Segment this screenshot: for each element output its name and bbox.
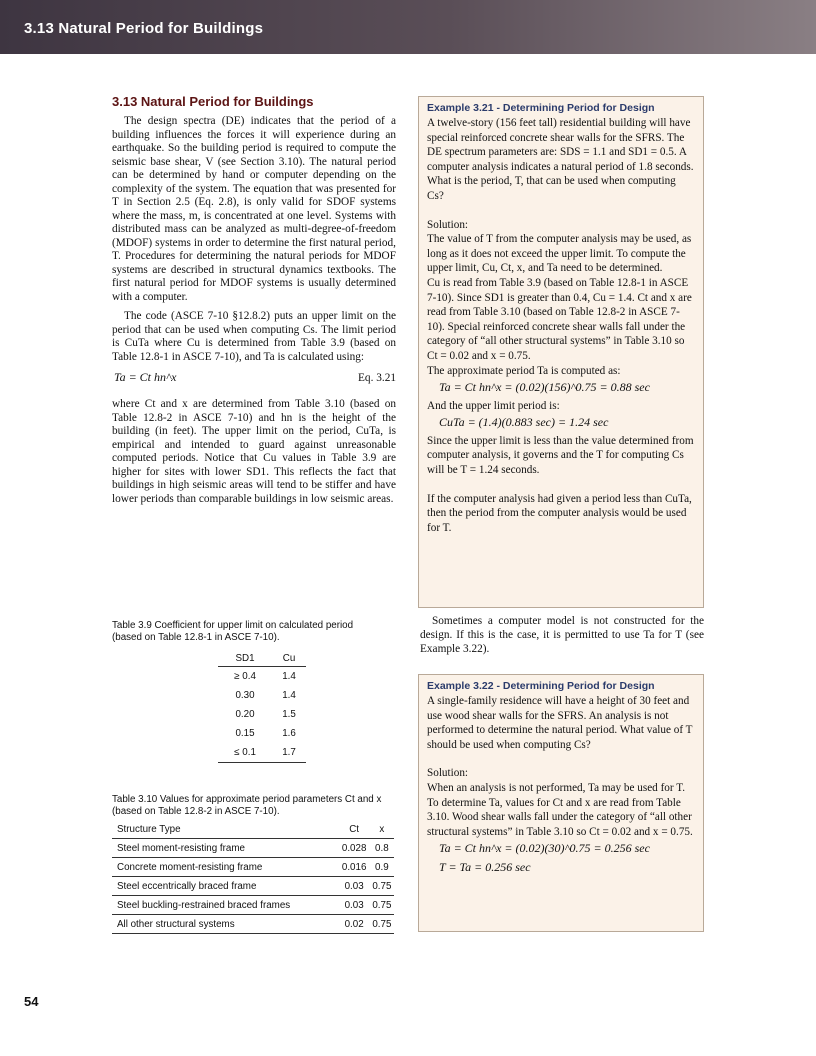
solution-label: Solution: [427, 218, 469, 231]
example-problem: A twelve-story (156 feet tall) residential building will have special reinforced concrete shear walls for the SFRS. The DE spectrum parameters are: SDS = 1.1 and SD1 = 0.5. A computer analysis indicates a natural period of 1.8 seconds. [427, 117, 694, 173]
equation-text: Ta = Ct hn^x [114, 370, 177, 384]
solution-equation: CuTa = (1.4)(0.883 sec) = 1.24 sec [439, 415, 609, 430]
table-cell: Steel moment-resisting frame [112, 839, 339, 858]
table-3-10 [112, 820, 394, 934]
table-cell: 0.20 [235, 709, 255, 720]
example-3-21-box [418, 96, 704, 608]
solution-step: When an analysis is not performed, Ta may be used for T. To determine Ta, values for Ct and x are read from Table 3.10. Wood shear walls fall under the category of “all other structural systems” in Table 3.10 so Ct = 0.02 and x = 0.75. [427, 781, 693, 838]
table-cell: All other structural systems [112, 915, 339, 934]
solution-note: If the computer analysis had given a period less than CuTa, then the period from the computer analysis would be used for T. [427, 492, 692, 534]
example-problem: A single-family residence will have a height of 30 feet and use wood shear walls for the SFRS. An analysis is not performed to determine the natural period. What value of T should be used when computing Cs? [427, 695, 693, 751]
header-title: 3.13 Natural Period for Buildings [24, 20, 264, 37]
table-cell: Steel buckling-restrained braced frames [112, 896, 339, 915]
solution-step: And the upper limit period is: [427, 399, 560, 412]
paragraph-2: The code (ASCE 7-10 §12.8.2) puts an upper limit on the period that can be used when computing Cs. The limit period is CuTa where Cu is determined from Table 3.9 (based on Table 12.8-1 in ASCE 7-10), and Ta is calculated using: [112, 310, 396, 363]
solution-equation: T = Ta = 0.256 sec [439, 859, 531, 874]
table-cell: 0.028 [339, 839, 370, 858]
table-cell: 1.5 [282, 709, 296, 720]
table-row [218, 743, 306, 763]
table-row [218, 667, 306, 687]
table-row [112, 896, 394, 915]
table-cell: 0.03 [339, 896, 370, 915]
solution-step: Cu is read from Table 3.9 (based on Table 12.8-1 in ASCE 7-10). Since SD1 is greater than 0.4, Cu = 1.4. Ct and x are read from Table 3.10 (based on Table 12.8-2 in ASCE 7-10). Special reinforced concrete shear walls fall under the category of “all other structural systems” in Table 3.10 so Ct = 0.02 and x = 0.75. [427, 276, 692, 362]
table-3-10-caption: Table 3.10 Values for approximate period parameters Ct and x (based on Table 12.8-2 in ASCE 7-10). [112, 794, 382, 817]
page-header [0, 0, 816, 54]
table-3-9-caption: Table 3.9 Coefficient for upper limit on calculated period (based on Table 12.8-1 in ASCE 7-10). [112, 620, 354, 643]
table-row [218, 724, 306, 743]
table-3-9 [218, 650, 306, 763]
table-cell: 1.6 [282, 728, 296, 739]
table-cell: Concrete moment-resisting frame [112, 858, 339, 877]
table-header: x [370, 820, 394, 839]
solution-label: Solution: [427, 767, 469, 780]
solution-step: The value of T from the computer analysis may be used, as long as it does not exceed the upper limit. To compute the upper limit, Cu, Ct, x, and Ta need to be determined. [427, 233, 692, 275]
example-title: Example 3.21 - Determining Period for Design [427, 102, 655, 114]
table-cell: 1.7 [272, 743, 306, 763]
table-row [112, 858, 394, 877]
table-cell: 1.4 [282, 690, 296, 701]
table-row [218, 686, 306, 705]
table-cell: 0.9 [370, 858, 394, 877]
table-row [112, 915, 394, 934]
table-cell: Steel eccentrically braced frame [112, 877, 339, 896]
right-paragraph: Sometimes a computer model is not constructed for the design. If this is the case, it is permitted to use Ta for T (see Example 3.22). [420, 615, 704, 655]
table-cell: 0.03 [339, 877, 370, 896]
example-question: What is the period, T, that can be used when computing Cs? [427, 175, 676, 202]
table-header: SD1 [218, 650, 272, 667]
table-row [112, 877, 394, 896]
page-number: 54 [24, 994, 39, 1009]
table-cell: 0.75 [370, 877, 394, 896]
paragraph-3: where Ct and x are determined from Table 3.10 (based on Table 12.8-2 in ASCE 7-10) and hn is the height of the building (in feet). The upper limit on the period, CuTa, is empirical and intended to guard against unreasonable computed periods. Notice that Cu values in Table 3.9 are higher for sites with lower SD1. This reflects the fact that buildings in high seismic areas will tend to be stiffer and have lower periods than comparable buildings in low seismic areas. [112, 398, 396, 505]
table-cell: 0.016 [339, 858, 370, 877]
solution-step: The approximate period Ta is computed as: [427, 364, 621, 377]
table-header: Ct [339, 820, 370, 839]
table-cell: ≤ 0.1 [218, 743, 272, 763]
solution-equation: Ta = Ct hn^x = (0.02)(156)^0.75 = 0.88 sec [439, 380, 650, 395]
table-cell: ≥ 0.4 [234, 671, 256, 682]
table-cell: 0.8 [370, 839, 394, 858]
table-cell: 1.4 [282, 671, 296, 682]
table-cell: 0.75 [370, 915, 394, 934]
example-3-22-box [418, 674, 704, 932]
table-cell: 0.02 [339, 915, 370, 934]
equation-3-21 [112, 370, 396, 390]
table-cell: 0.30 [235, 690, 255, 701]
section-title: 3.13 Natural Period for Buildings [112, 94, 314, 109]
table-header: Structure Type [112, 820, 339, 839]
solution-equation: Ta = Ct hn^x = (0.02)(30)^0.75 = 0.256 sec [439, 841, 650, 856]
table-row [218, 705, 306, 724]
table-cell: 0.75 [370, 896, 394, 915]
solution-step: Since the upper limit is less than the value determined from computer analysis, it governs and the T for computing Cs will be T = 1.24 seconds. [427, 434, 694, 477]
table-row [112, 839, 394, 858]
table-cell: 0.15 [235, 728, 255, 739]
table-header: Cu [272, 650, 306, 667]
main-column [112, 94, 396, 512]
equation-number: Eq. 3.21 [358, 372, 396, 384]
example-title: Example 3.22 - Determining Period for Design [427, 680, 655, 692]
paragraph-1: The design spectra (DE) indicates that the period of a building influences the forces it will experience during an earthquake. So the building period is required to compute the seismic base shear, V (see Section 3.10). The natural period can be determined by hand or computer depending on the complexity of the system. The equation that was presented for T in Section 2.5 (Eq. 2.8), is only valid for SDOF systems where the mass, m, is concentrated at one level. Systems with distributed mass can be analyzed as multi-degree-of-freedom (MDOF) systems in order to determine the first natural period, T. Procedures for determining the natural periods for MDOF systems are described in structural dynamics textbooks. The first natural period for MDOF systems is usually determined with a computer. [112, 115, 396, 303]
